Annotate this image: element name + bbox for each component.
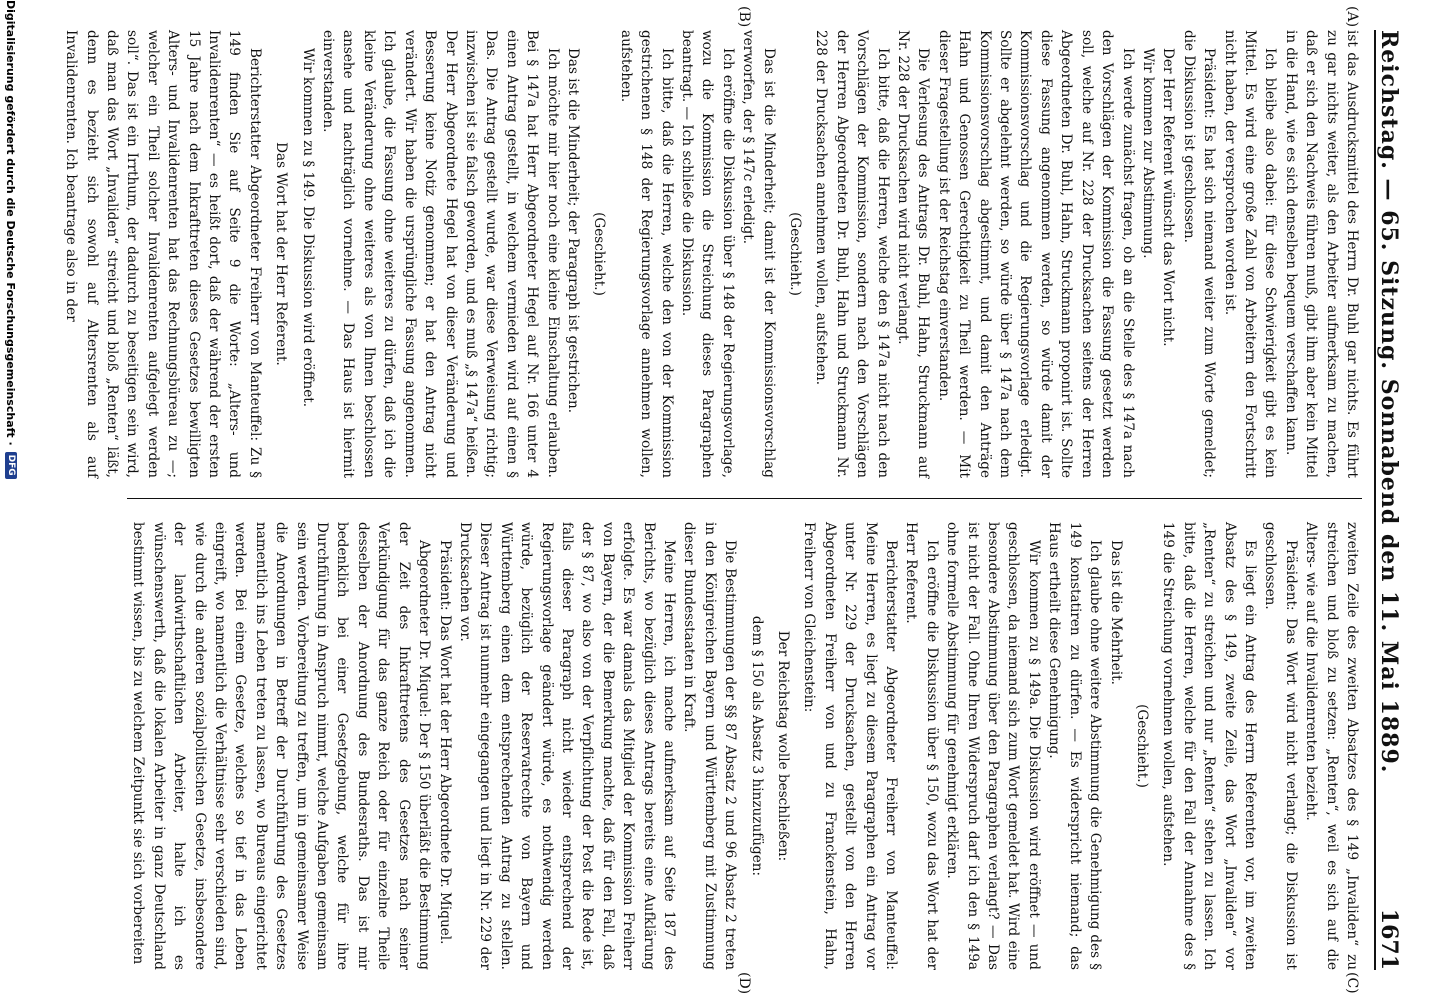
paragraph: Wir kommen zur Abstimmung.	[1139, 48, 1156, 259]
paragraph: Meine Herren, ich mache aufmerksam auf Seite 187 des Berichts, wo bezüglich dieses Antrags bereits eine Aufklärung erfolgte. Es war damals das Mitglied der Kommission Freiherr von Bayern, der die Bemerkung machte, daß für den Fall, daß der § 87, wo also von der Verpflichtung der Post die Rede ist, falls dieser Paragraph nicht wieder entsprechend der Regierungsvorlage geändert würde, es nothwendig werden würde, bezüglich der Reservatrechte von Bayern und Württemberg einen dem entsprechenden Antrag zu stellen. Dieser Antrag ist nunmehr eingegangen und liegt in Nr. 229 der Drucksachen vor.	[456, 522, 677, 970]
paragraph: Ich werde zunächst fragen, ob an die Stelle des § 147a nach den Vorschlägen der Kommission die Fassung gesetzt werden soll, welche auf Nr. 228 der Drucksachen seitens der Herren Abgeordneten Dr. Buhl, Hahn, Struckmann proponirt ist. Sollte diese Fassung angenommen werden, so würde damit der Kommissionsvorschlag und die Regierungsvorlage erledigt. Sollte er abgelehnt werden, so würde über § 147a nach dem Kommissionsvorschlag abgestimmt, und damit den Anträge Hahn und Genossen Gerechtigkeit zu Theil werden. — Mit dieser Fragestellung ist der Reichstag einverstanden.	[935, 30, 1136, 478]
paragraph: Ich bitte, daß die Herren, welche den § 147a nicht nach den Vorschlägen der Kommission, sondern nach den Vorschlägen der Herren Abgeordneten Dr. Buhl, Hahn und Struckmann Nr. 228 der Drucksachen annehmen wollen, aufstehen.	[813, 30, 891, 478]
credit-text: Digitalisierung gefördert durch die Deutsche Forschungsgemeinschaft ·	[4, 0, 18, 446]
paragraph: (Geschieht.)	[1133, 704, 1150, 788]
paragraph: dem § 150 als Absatz 3 hinzuzufügen:	[748, 615, 765, 877]
paragraph: Wir kommen zu § 149. Die Diskussion wird eröffnet.	[299, 48, 316, 408]
paragraph: Ich bleibe also dabei: für diese Schwierigkeit gibt es kein Mittel. Es wird eine große Zahl von Arbeitern den Fortschritt nicht haben, der versprochen worden ist.	[1221, 30, 1279, 478]
paragraph: Die Bestimmungen der §§ 87 Absatz 2 und 96 Absatz 2 treten in den Königreichen Bayern und Württemberg mit Zustimmung dieser Bundesstaaten in Kraft.	[681, 522, 739, 970]
header-title: Reichstag. — 65. Sitzung. Sonnabend den 11. Mai 1889.	[1376, 30, 1402, 774]
paragraph: Präsident: Das Wort wird nicht verlangt; die Diskussion ist geschlossen.	[1262, 522, 1299, 970]
paragraph: Ich bitte, daß die Herren, welche den von der Kommission gestrichenen § 148 der Regierungsvorlage annehmen wollen, aufstehen.	[617, 30, 675, 478]
paragraph: Präsident: Es hat sich niemand weiter zum Worte gemeldet; die Diskussion ist geschlossen.	[1180, 30, 1218, 478]
paragraph: Die Verlesung des Antrags Dr. Buhl, Hahn, Struckmann auf Nr. 228 der Drucksachen wird nicht verlangt.	[895, 30, 932, 478]
right-column	[127, 522, 1362, 970]
paragraph: Der Reichstag wolle beschließen:	[775, 630, 792, 862]
paragraph: Das Wort hat der Herr Referent.	[273, 142, 290, 366]
paragraph: Das ist die Minderheit; der Paragraph ist gestrichen.	[564, 48, 581, 414]
page-header	[1374, 30, 1410, 970]
left-column	[63, 30, 1362, 478]
paragraph: Ich möchte mir hier noch eine kleine Einschaltung erlauben. Bei § 147a hat Herr Abgeordneter Hegel auf Nr. 166 unter 4 einen Antrag gestellt, in welchem vermieden wird auf einen § Das. Die Antrag gestellt wurde, war diese Verweisung richtig; inzwischen ist sie falsch geworden, und es muß „§ 147a“ heißen. Der Herr Abgeordnete Hegel hat von dieser Veränderung und Besserung keine Notiz genommen; er hat den Antrag nicht verändert. Wir haben die ursprüngliche Fassung angenommen. Ich glaube, die Fassung ohne weiteres zu dürfen, daß ich die kleine Veränderung ohne weiteres als von Ihnen beschlossen ansehe und nachträglich vornehme. — Das Haus ist hiermit einverstanden.	[320, 30, 561, 478]
page-number: 1671	[1376, 908, 1402, 970]
margin-marker-d: (D)	[736, 972, 752, 995]
margin-marker-c: (C)	[1344, 972, 1360, 994]
paragraph: Der Herr Referent wünscht das Wort nicht.	[1160, 48, 1177, 347]
paragraph: Es liegt ein Antrag des Herrn Referenten vor, im zweiten Absatz des § 149, zweite Zeile, das Wort „Invaliden“ vor „Renten“ zu streichen und nur „Renten“ stehen zu lassen. Ich bitte, daß die Herren, welche für den Fall der Annahme des § 149 die Streichung vornehmen wollen, aufstehen.	[1160, 522, 1258, 970]
paragraph: Wir kommen zu § 149a. Die Diskussion wird eröffnet — und geschlossen, da niemand sich zum Wort gemeldet hat. Wird eine besondere Abstimmung über den Paragraphen verlangt? — Das ist nicht der Fall. Ohne Ihren Widerspruch darf ich den § 149a ohne formelle Abstimmung für genehmigt erklären.	[944, 522, 1042, 970]
paragraph: Das ist die Mehrheit.	[1107, 540, 1124, 685]
paragraph: Ich glaube ohne weitere Abstimmung die Genehmigung des § 149 konstatiren zu dürfen. — Es widerspricht niemand; das Haus ertheilt diese Genehmigung.	[1046, 522, 1104, 970]
margin-marker-b: (B)	[736, 6, 752, 28]
paragraph: Ich eröffne die Diskussion über § 150, wozu das Wort hat der Herr Referent.	[903, 522, 940, 970]
digitization-credit	[2, 0, 20, 1000]
paragraph: Berichterstatter Abgeordneter Freiherr von Manteuffel: Zu § 149 finden Sie auf Seite 9 die Worte: „Alters- und Invalidenrenten“ — es heißt dort, daß der während der ersten 15 Jahre nach dem Inkrafttreten dieses Gesetzes bewilligten Alters- und Invalidenrenten hat das Rechnungsbüreau zu —; welcher ein Theil solcher Invalidenrenten aufgelegt werden soll“. Das ist ein Irrthum, der dadurch zu beseitigen sein wird, daß man das Wort „Invaliden“ streicht und bloß „Renten“ läßt, denn es bezieht sich sowohl auf Altersrenten als auf Invalidenrenten. Ich beantrage also in der	[63, 30, 263, 478]
paragraph: Abgeordneter Dr. Miquel: Der § 150 überläßt die Bestimmung der Zeit des Inkrafttretens des Gesetzes nach seiner Verkündigung für das ganze Reich oder für einzelne Theile desselben der Anordnung des Bundesraths. Das ist mir bedenklich bei einer Gesetzgebung, welche für ihre Durchführung in Anspruch nimmt, welche Aufgaben gemeinsam sein werden. Vorbereitung zu treffen, um in gemeinsamer Weise die Anordnungen in Betreff der Durchführung des Gesetzes namentlich ins Leben treten zu lassen, wo Bureaus eingerichtet werden. Bei einem Gesetze, welches so tief in das Leben eingreift, wo namentlich die Verhältnisse sehr verschieden sind, wie durch die anderen sozialpolitischen Gesetze, insbesondere der landwirthschaftlichen Arbeiter, halte ich es wünschenswerth, daß die lokalen Arbeiter in ganz Deutschland bestimmt wissen, bis zu welchem Zeitpunkt sie sich vorbereiten	[130, 522, 433, 970]
paragraph: Das ist die Minderheit; damit ist der Kommissionsvorschlag verworfen, der § 147c erledigt.	[740, 30, 777, 478]
margin-marker-a: (A)	[1344, 6, 1360, 28]
dfg-logo: DFG	[5, 452, 17, 479]
paragraph: Berichterstatter Abgeordneter Freiherr von Manteuffel: Meine Herren, es liegt zu diesem Paragraphen ein Antrag vor unter Nr. 229 der Drucksachen, gestellt von den Herren Abgeordneten Freiherr von und zu Franckenstein, Hahn, Freiherr von Gleichenstein:	[801, 522, 900, 970]
column-divider	[127, 498, 1362, 499]
paragraph: (Geschieht.)	[591, 212, 608, 296]
paragraph: zweiten Zeile des zweiten Absatzes des § 149 „Invaliden“ zu streichen und bloß zu setzen: „Renten“, weil es sich auf die Alters- wie auf die Invalidenrenten bezieht.	[1303, 522, 1360, 970]
paragraph: Ich eröffne die Diskussion über § 148 der Regierungsvorlage, wozu die Kommission die Streichung dieses Paragraphen beantragt. — Ich schließe die Diskussion.	[679, 30, 736, 478]
paragraph: Präsident: Das Wort hat der Herr Abgeordnete Dr. Miquel.	[436, 540, 453, 945]
paragraph: (Geschieht.)	[787, 212, 804, 296]
paragraph: ist das Ausdrucksmittel des Herrn Dr. Buhl gar nichts. Es führt zu gar nichts weiter, als den Arbeiter aufmerksam zu machen, daß er sich den Nachweis führen muß, gibt ihm aber kein Mittel in die Hand, wie es sich denselben bequem verschaffen kann.	[1282, 30, 1360, 478]
